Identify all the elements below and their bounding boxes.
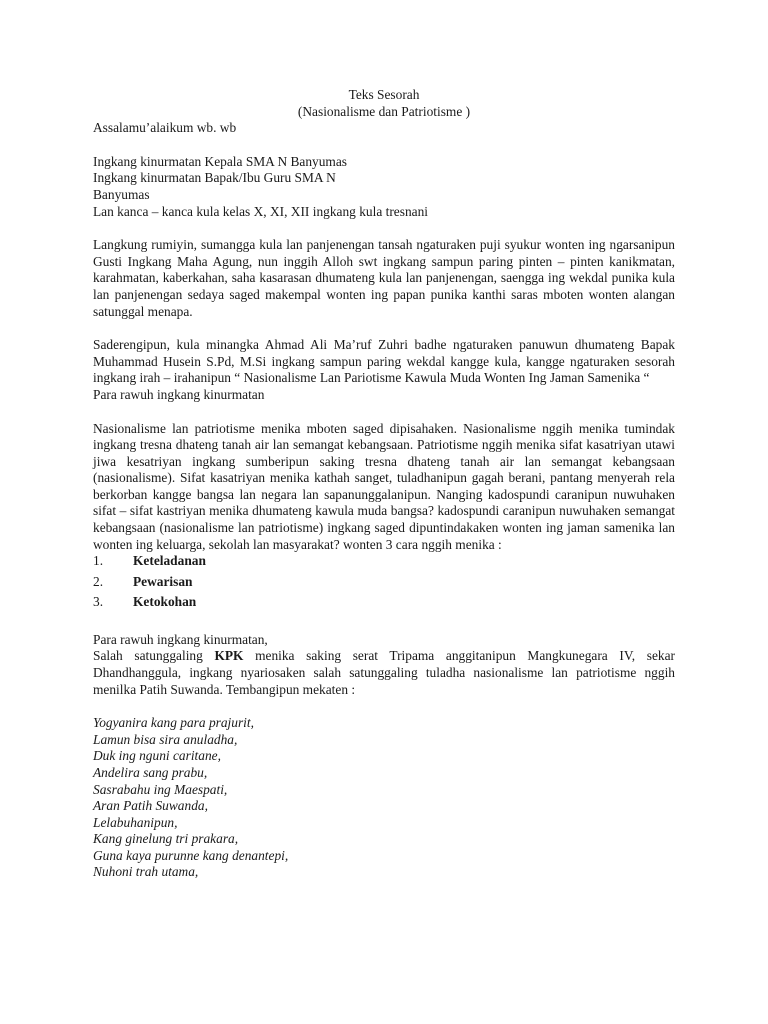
poem-line: Yogyanira kang para prajurit, bbox=[93, 715, 254, 731]
poem-line: Sasrabahu ing Maespati, bbox=[93, 781, 228, 797]
salutation: Para rawuh ingkang kinurmatan, bbox=[93, 631, 268, 647]
document-page bbox=[93, 87, 675, 881]
list-item bbox=[93, 574, 675, 595]
list-number: 1. bbox=[93, 553, 104, 569]
addressee-list bbox=[93, 154, 675, 220]
poem-line: Lelabuhanipun, bbox=[93, 814, 178, 830]
poem-line: Kang ginelung tri prakara, bbox=[93, 831, 239, 847]
list-label: Keteladanan bbox=[133, 553, 206, 569]
addressee-line: Ingkang kinurmatan Kepala SMA N Banyumas bbox=[93, 153, 348, 169]
document-subtitle: (Nasionalisme dan Patriotisme ) bbox=[297, 103, 471, 119]
paragraph-thanks: Saderengipun, kula minangka Ahmad Ali Ma’ruf Zuhri badhe ngaturaken panuwun dhumateng Bapak Muhammad Husein S.Pd, M.Si ingkang sampun paring wekdal kangge kula, kangge ngaturaken sesorah ingkang irah – irahanipun “ Nasionalisme Lan Pariotisme Kawula Muda Wonten Ing Jaman Samenika “ bbox=[93, 337, 675, 386]
addressee-line: Ingkang kinurmatan Bapak/Ibu Guru SMA N bbox=[93, 170, 336, 186]
greeting: Assalamu’alaikum wb. wb bbox=[93, 120, 237, 136]
paragraph-tripama bbox=[93, 648, 675, 698]
poem-line: Andelira sang prabu, bbox=[93, 764, 208, 780]
list-label: Pewarisan bbox=[133, 573, 193, 589]
list-label: Ketokohan bbox=[133, 594, 197, 610]
poem-line: Guna kaya purunne kang denantepi, bbox=[93, 847, 289, 863]
list-number: 3. bbox=[93, 594, 104, 610]
paragraph-text: menika saking serat Tripama anggitanipun Mangkunegara IV, sekar Dhandhanggula, ingkang nyariosaken salah satunggaling tuladha nasionalisme lan patriotisme nggih menilka Patih Suwanda. Tembangipun mekaten : bbox=[93, 648, 675, 697]
kpk-term: KPK bbox=[214, 648, 244, 664]
paragraph-opening: Langkung rumiyin, sumangga kula lan panjenengan tansah ngaturaken puji syukur wonten ing ngarsanipun Gusti Ingkang Maha Agung, nun inggih Alloh swt ingkang sampun paring pinten – pinten kanikmatan, karahmatan, kaberkahan, saha kasarasan dhumateng kula lan panjenengan, saengga ing wekdal punika kula lan panjenengan sedaya saged makempal wonten ing papan punika kanthi saras mboten wonten alangan satunggal menapa. bbox=[93, 237, 675, 319]
addressee-line: Lan kanca – kanca kula kelas X, XI, XII ingkang kula tresnani bbox=[93, 203, 429, 219]
addressee-line: Banyumas bbox=[93, 186, 150, 202]
salutation: Para rawuh ingkang kinurmatan bbox=[93, 386, 265, 402]
list-item bbox=[93, 594, 675, 615]
document-title: Teks Sesorah bbox=[348, 87, 420, 102]
paragraph-text: Salah satunggaling bbox=[93, 648, 215, 664]
poem-stanza bbox=[93, 715, 675, 881]
poem-line: Aran Patih Suwanda, bbox=[93, 798, 208, 814]
list-number: 2. bbox=[93, 573, 104, 589]
poem-line: Duk ing nguni caritane, bbox=[93, 748, 221, 764]
list-item bbox=[93, 553, 675, 574]
poem-line: Nuhoni trah utama, bbox=[93, 864, 199, 880]
paragraph-nationalism: Nasionalisme lan patriotisme menika mboten saged dipisahaken. Nasionalisme nggih menika tumindak ingkang tresna dhateng tanah air lan semangat kebangsaan. Patriotisme nggih menika sifat kasatriyan utawi jiwa kesatriyan ingkang sumberipun saking tresna dhateng tanah air lan semangat kebangsaan (nasionalisme). Sifat kasatriyan menika kathah sanget, tuladhanipun gagah berani, pantang menyerah rela berkorban kangge bangsa lan negara lan sapanunggalanipun. Nanging kadospundi caranipun nuwuhaken sifat – sifat kastriyan menika dhumateng kawula muda bangsa? kadospundi caranipun nuwuhaken semangat kebangsaan (nasionalisme lan patriotisme) ingkang saged dipuntindakaken wonten ing jaman samenika lan wonten ing keluarga, sekolah lan masyarakat? wonten 3 cara nggih menika : bbox=[93, 420, 675, 552]
poem-line: Lamun bisa sira anuladha, bbox=[93, 731, 238, 747]
ways-list bbox=[93, 553, 675, 615]
